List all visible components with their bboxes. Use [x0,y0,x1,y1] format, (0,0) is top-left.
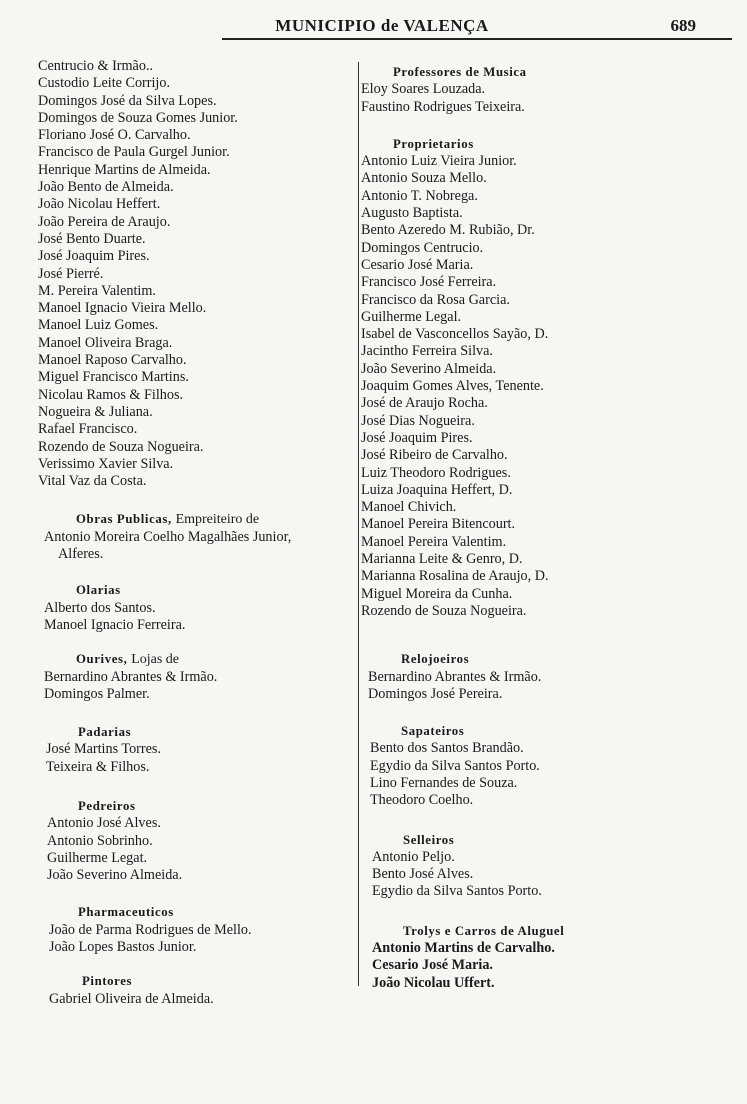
list-item: Jacintho Ferreira Silva. [361,343,493,360]
list-item: José Dias Nogueira. [361,412,475,429]
list-item: Domingos de Souza Gomes Junior. [38,109,238,126]
list-item: José Bento Duarte. [38,230,146,247]
list-item: Egydio da Silva Santos Porto. [372,883,542,900]
section-heading-musica: Professores de Musica [393,65,527,79]
section-heading-ourives [76,651,291,668]
list-item: Nicolau Ramos & Filhos. [38,386,184,403]
section-heading-pedreiros: Pedreiros [78,798,136,813]
list-item: José Joaquim Pires. [38,248,150,265]
list-item: Antonio Moreira Coelho Magalhães Junior, [44,528,292,545]
list-item: Luiz Theodoro Rodrigues. [361,464,511,481]
list-item: Antonio Luiz Vieira Junior. [361,153,517,170]
list-item: João Severino Almeida. [361,360,497,377]
ourives-heading-rest: Lojas de [131,652,180,668]
section-heading-obras [76,511,291,528]
list-item: Rozendo de Souza Nogueira. [361,602,527,619]
list-item: M. Pereira Valentim. [38,282,156,299]
list-item: Antonio Martins de Carvalho. [372,940,555,957]
relojoeiros-list [368,669,564,704]
ourives-list [44,669,291,704]
list-item: Floriano José O. Carvalho. [38,127,191,144]
column-divider [358,62,359,986]
pharmaceuticos-list [49,922,291,957]
list-item: Bernardino Abrantes & Irmão. [368,668,542,685]
ourives-heading: Ourives, [76,652,128,667]
list-item: João Severino Almeida. [47,867,183,884]
list-item: João Bento de Almeida. [38,179,174,196]
list-item: Alberto dos Santos. [44,599,156,616]
list-item: Domingos José da Silva Lopes. [38,92,217,109]
list-item: Domingos Palmer. [44,685,150,702]
list-item: Teixeira & Filhos. [46,758,150,775]
list-item: Miguel Francisco Martins. [38,369,189,386]
list-item: Manoel Pereira Bitencourt. [361,516,516,533]
list-item: Joaquim Gomes Alves, Tenente. [361,378,544,395]
list-item: Bento Azeredo M. Rubião, Dr. [361,222,535,239]
list-item: José Joaquim Pires. [361,429,473,446]
list-item: Francisco da Rosa Garcia. [361,291,510,308]
right-column [361,64,564,992]
list-item: Augusto Baptista. [361,205,463,222]
section-heading-pintores: Pintores [82,974,133,989]
list-item: Guilherme Legat. [47,849,148,866]
proprietarios-list [361,153,564,620]
section-heading-relojoeiros: Relojoeiros [401,652,470,667]
selleiros-list [372,849,564,901]
list-item: José Pierré. [38,265,104,282]
list-item: Alferes. [58,546,104,563]
list-item: João Lopes Bastos Junior. [49,939,197,956]
list-item: Centrucio & Irmão.. [38,58,154,74]
list-item: José Martins Torres. [46,741,161,758]
list-item: Rafael Francisco. [38,421,138,438]
section-heading-selleiros: Selleiros [403,832,455,847]
list-item: Francisco de Paula Gurgel Junior. [38,144,230,161]
list-item: José Ribeiro de Carvalho. [361,447,508,464]
section-heading-sapateiros: Sapateiros [401,724,465,739]
list-item: Bento José Alves. [372,866,474,883]
list-item: João Nicolau Heffert. [38,196,161,213]
section-heading-padarias: Padarias [78,725,132,740]
list-item: Rozendo de Souza Nogueira. [38,438,204,455]
list-item: Manoel Pereira Valentim. [361,533,507,550]
list-item: Isabel de Vasconcellos Sayão, D. [361,326,549,343]
sapateiros-list [370,740,564,809]
list-item: Eloy Soares Louzada. [361,81,486,98]
list-item: Marianna Leite & Genro, D. [361,551,523,568]
list-item: Bento dos Santos Brandão. [370,740,524,757]
list-item: Luiza Joaquina Heffert, D. [361,481,513,498]
header-rule [222,38,732,40]
obras-list [44,529,291,564]
list-item: Manoel Oliveira Braga. [38,334,173,351]
musica-list [361,81,564,116]
list-item: Theodoro Coelho. [370,792,474,809]
list-item: Antonio Peljo. [372,848,455,865]
trolys-list [372,940,564,992]
continued-list [38,58,291,490]
obras-heading: Obras Publicas, [76,512,172,527]
obras-heading-rest: Empreiteiro de [175,512,260,528]
list-item: João Nicolau Uffert. [372,974,495,991]
page-title: MUNICIPIO de VALENÇA [275,16,489,35]
list-item: José de Araujo Rocha. [361,395,488,412]
list-item: Domingos Centrucio. [361,239,484,256]
list-item: Manoel Raposo Carvalho. [38,352,187,369]
pintores-list [49,991,291,1008]
section-heading-trolys: Trolys e Carros de Aluguel [403,923,565,938]
list-item: Manoel Luiz Gomes. [38,317,159,334]
list-item: Bernardino Abrantes & Irmão. [44,668,218,685]
page-number: 689 [670,16,696,35]
list-item: Antonio Sobrinho. [47,832,153,849]
list-item: Henrique Martins de Almeida. [38,161,211,178]
list-item: Antonio José Alves. [47,815,161,832]
left-column [38,58,291,1008]
list-item: Cesario José Maria. [372,957,493,974]
list-item: Guilherme Legal. [361,308,462,325]
section-heading-olarias: Olarias [76,583,121,598]
section-heading-pharmaceuticos: Pharmaceuticos [78,905,174,920]
list-item: Lino Fernandes de Souza. [370,774,518,791]
pedreiros-list [47,815,291,884]
list-item: Miguel Moreira da Cunha. [361,585,513,602]
list-item: Gabriel Oliveira de Almeida. [49,990,214,1007]
list-item: João de Parma Rodrigues de Mello. [49,921,252,938]
page-header [32,14,732,40]
padarias-list [46,741,291,776]
list-item: Custodio Leite Corrijo. [38,75,171,92]
list-item: Manoel Chivich. [361,499,457,516]
list-item: Verissimo Xavier Silva. [38,455,174,472]
list-item: Cesario José Maria. [361,256,474,273]
olarias-list [44,600,291,635]
list-item: Egydio da Silva Santos Porto. [370,757,540,774]
list-item: Antonio T. Nobrega. [361,187,478,204]
list-item: Nogueira & Juliana. [38,403,153,420]
list-item: Marianna Rosalina de Araujo, D. [361,568,549,585]
list-item: Antonio Souza Mello. [361,170,487,187]
list-item: Francisco José Ferreira. [361,274,497,291]
list-item: Manoel Ignacio Ferreira. [44,616,186,633]
list-item: Faustino Rodrigues Teixeira. [361,98,525,115]
list-item: Domingos José Pereira. [368,685,503,702]
list-item: João Pereira de Araujo. [38,213,171,230]
list-item: Manoel Ignacio Vieira Mello. [38,300,207,317]
list-item: Vital Vaz da Costa. [38,473,147,490]
section-heading-proprietarios: Proprietarios [393,136,474,151]
